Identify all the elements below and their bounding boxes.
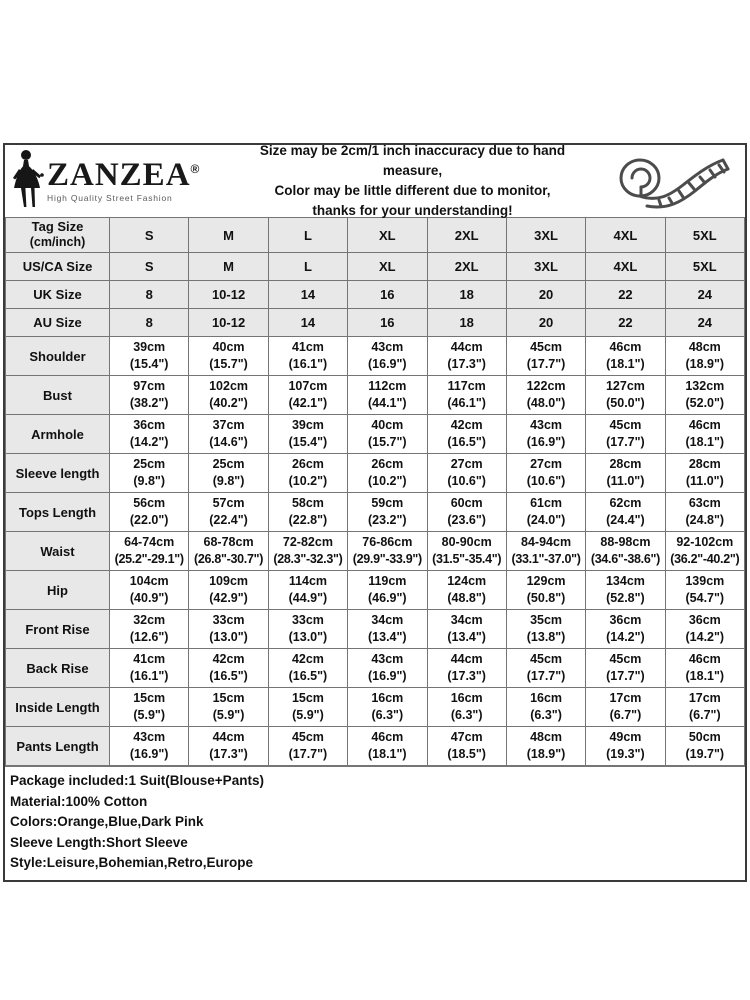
table-cell: 10-12: [189, 309, 268, 337]
table-cell: 41cm (16.1"): [110, 649, 189, 688]
table-cell: 15cm (5.9"): [268, 688, 347, 727]
table-cell: 117cm (46.1"): [427, 376, 506, 415]
table-cell: 37cm (14.6"): [189, 415, 268, 454]
size-chart-table: [5, 217, 745, 766]
row-label: US/CA Size: [6, 253, 110, 281]
table-cell: 42cm (16.5"): [268, 649, 347, 688]
table-cell: 43cm (16.9"): [348, 649, 427, 688]
brand-name: ZANZEA: [47, 157, 191, 194]
table-cell: 22: [586, 281, 665, 309]
corner-header: Tag Size (cm/inch): [6, 218, 110, 253]
table-cell: S: [110, 253, 189, 281]
table-cell: 15cm (5.9"): [110, 688, 189, 727]
table-cell: 18: [427, 309, 506, 337]
table-row: [6, 415, 745, 454]
table-cell: 25cm (9.8"): [110, 454, 189, 493]
table-cell: 72-82cm (28.3"-32.3"): [268, 532, 347, 571]
table-cell: 17cm (6.7"): [586, 688, 665, 727]
table-cell: 43cm (16.9"): [110, 727, 189, 766]
table-cell: 40cm (15.7"): [348, 415, 427, 454]
table-cell: 46cm (18.1"): [665, 415, 744, 454]
table-header-row: [6, 218, 745, 253]
table-cell: 132cm (52.0"): [665, 376, 744, 415]
table-cell: 15cm (5.9"): [189, 688, 268, 727]
table-row: [6, 253, 745, 281]
table-cell: 14: [268, 309, 347, 337]
table-cell: 14: [268, 281, 347, 309]
table-cell: 36cm (14.2"): [110, 415, 189, 454]
table-cell: 63cm (24.8"): [665, 493, 744, 532]
table-row: [6, 610, 745, 649]
table-cell: 28cm (11.0"): [665, 454, 744, 493]
table-cell: 62cm (24.4"): [586, 493, 665, 532]
table-cell: 43cm (16.9"): [506, 415, 585, 454]
table-cell: 64-74cm (25.2"-29.1"): [110, 532, 189, 571]
table-cell: 33cm (13.0"): [189, 610, 268, 649]
table-cell: 35cm (13.8"): [506, 610, 585, 649]
table-cell: 122cm (48.0"): [506, 376, 585, 415]
table-cell: 68-78cm (26.8"-30.7"): [189, 532, 268, 571]
table-cell: 45cm (17.7"): [268, 727, 347, 766]
table-cell: 25cm (9.8"): [189, 454, 268, 493]
table-cell: 32cm (12.6"): [110, 610, 189, 649]
style-line: Style:Leisure,Bohemian,Retro,Europe: [10, 855, 254, 870]
table-cell: 47cm (18.5"): [427, 727, 506, 766]
table-cell: 26cm (10.2"): [268, 454, 347, 493]
table-cell: 124cm (48.8"): [427, 571, 506, 610]
table-cell: XL: [348, 253, 427, 281]
disclaimer-line-3: thanks for your understanding!: [312, 203, 513, 218]
table-row: [6, 649, 745, 688]
table-cell: 10-12: [189, 281, 268, 309]
table-cell: 45cm (17.7"): [506, 337, 585, 376]
table-cell: 16cm (6.3"): [427, 688, 506, 727]
table-cell: 97cm (38.2"): [110, 376, 189, 415]
table-cell: 39cm (15.4"): [268, 415, 347, 454]
table-cell: 102cm (40.2"): [189, 376, 268, 415]
row-label: Inside Length: [6, 688, 110, 727]
column-header: L: [268, 218, 347, 253]
table-cell: 127cm (50.0"): [586, 376, 665, 415]
row-label: Sleeve length: [6, 454, 110, 493]
table-cell: 46cm (18.1"): [586, 337, 665, 376]
column-header: 3XL: [506, 218, 585, 253]
table-cell: 88-98cm (34.6"-38.6"): [586, 532, 665, 571]
column-header: XL: [348, 218, 427, 253]
table-cell: 20: [506, 281, 585, 309]
table-row: [6, 376, 745, 415]
row-label: Bust: [6, 376, 110, 415]
row-label: Pants Length: [6, 727, 110, 766]
table-cell: 16cm (6.3"): [348, 688, 427, 727]
row-label: Tops Length: [6, 493, 110, 532]
table-cell: 50cm (19.7"): [665, 727, 744, 766]
disclaimer-line-2: Color may be little different due to monitor,: [274, 183, 551, 198]
table-cell: 39cm (15.4"): [110, 337, 189, 376]
table-cell: 24: [665, 281, 744, 309]
table-cell: 34cm (13.4"): [427, 610, 506, 649]
measuring-tape-icon: [595, 150, 745, 212]
column-header: M: [189, 218, 268, 253]
sleeve-length-line: Sleeve Length:Short Sleeve: [10, 834, 188, 850]
table-cell: 119cm (46.9"): [348, 571, 427, 610]
table-cell: 34cm (13.4"): [348, 610, 427, 649]
table-cell: 107cm (42.1"): [268, 376, 347, 415]
table-row: [6, 532, 745, 571]
header-band: [5, 145, 745, 217]
table-cell: L: [268, 253, 347, 281]
table-cell: 41cm (16.1"): [268, 337, 347, 376]
table-cell: 40cm (15.7"): [189, 337, 268, 376]
table-cell: 27cm (10.6"): [506, 454, 585, 493]
table-cell: 134cm (52.8"): [586, 571, 665, 610]
package-included-line: Package included:1 Suit(Blouse+Pants): [10, 773, 264, 788]
table-row: [6, 281, 745, 309]
table-cell: 36cm (14.2"): [586, 610, 665, 649]
column-header: 2XL: [427, 218, 506, 253]
table-row: [6, 727, 745, 766]
table-cell: 46cm (18.1"): [348, 727, 427, 766]
table-cell: 28cm (11.0"): [586, 454, 665, 493]
table-row: [6, 571, 745, 610]
table-cell: 16: [348, 309, 427, 337]
table-cell: 16: [348, 281, 427, 309]
table-cell: 45cm (17.7"): [506, 649, 585, 688]
table-cell: 84-94cm (33.1"-37.0"): [506, 532, 585, 571]
table-cell: 139cm (54.7"): [665, 571, 744, 610]
table-cell: 20: [506, 309, 585, 337]
table-cell: 76-86cm (29.9"-33.9"): [348, 532, 427, 571]
table-cell: 57cm (22.4"): [189, 493, 268, 532]
table-cell: 56cm (22.0"): [110, 493, 189, 532]
size-chart-sheet: [3, 143, 747, 882]
table-cell: 49cm (19.3"): [586, 727, 665, 766]
row-label: Waist: [6, 532, 110, 571]
table-cell: 36cm (14.2"): [665, 610, 744, 649]
table-cell: 44cm (17.3"): [427, 649, 506, 688]
table-cell: 59cm (23.2"): [348, 493, 427, 532]
table-cell: 129cm (50.8"): [506, 571, 585, 610]
colors-line: Colors:Orange,Blue,Dark Pink: [10, 814, 204, 829]
table-cell: 5XL: [665, 253, 744, 281]
table-cell: 43cm (16.9"): [348, 337, 427, 376]
material-line: Material:100% Cotton: [10, 793, 148, 809]
row-label: Back Rise: [6, 649, 110, 688]
table-cell: 80-90cm (31.5"-35.4"): [427, 532, 506, 571]
table-cell: 61cm (24.0"): [506, 493, 585, 532]
table-cell: 109cm (42.9"): [189, 571, 268, 610]
table-cell: 48cm (18.9"): [665, 337, 744, 376]
table-cell: 44cm (17.3"): [427, 337, 506, 376]
table-cell: 4XL: [586, 253, 665, 281]
table-cell: 58cm (22.8"): [268, 493, 347, 532]
table-cell: 60cm (23.6"): [427, 493, 506, 532]
table-cell: 33cm (13.0"): [268, 610, 347, 649]
column-header: S: [110, 218, 189, 253]
table-cell: 18: [427, 281, 506, 309]
product-details: [5, 766, 745, 880]
brand-logo: [5, 149, 230, 214]
table-cell: 44cm (17.3"): [189, 727, 268, 766]
table-cell: 92-102cm (36.2"-40.2"): [665, 532, 744, 571]
table-cell: 26cm (10.2"): [348, 454, 427, 493]
table-row: [6, 454, 745, 493]
disclaimer-line-1: Size may be 2cm/1 inch inaccuracy due to hand measure,: [259, 143, 566, 178]
table-row: [6, 688, 745, 727]
table-cell: 2XL: [427, 253, 506, 281]
row-label: Hip: [6, 571, 110, 610]
table-cell: 3XL: [506, 253, 585, 281]
table-cell: 16cm (6.3"): [506, 688, 585, 727]
table-cell: 8: [110, 309, 189, 337]
brand-wordmark: [47, 159, 200, 203]
table-cell: 112cm (44.1"): [348, 376, 427, 415]
size-disclaimer: [230, 141, 595, 221]
table-cell: 104cm (40.9"): [110, 571, 189, 610]
table-cell: 8: [110, 281, 189, 309]
table-cell: 27cm (10.6"): [427, 454, 506, 493]
table-cell: 114cm (44.9"): [268, 571, 347, 610]
table-cell: M: [189, 253, 268, 281]
row-label: UK Size: [6, 281, 110, 309]
column-header: 5XL: [665, 218, 744, 253]
table-row: [6, 309, 745, 337]
row-label: Front Rise: [6, 610, 110, 649]
table-cell: 24: [665, 309, 744, 337]
table-cell: 48cm (18.9"): [506, 727, 585, 766]
row-label: AU Size: [6, 309, 110, 337]
table-cell: 42cm (16.5"): [427, 415, 506, 454]
woman-silhouette-icon: [13, 149, 45, 214]
column-header: 4XL: [586, 218, 665, 253]
registered-mark: ®: [190, 162, 201, 177]
table-row: [6, 493, 745, 532]
row-label: Armhole: [6, 415, 110, 454]
brand-tagline: High Quality Street Fashion: [47, 193, 173, 204]
row-label: Shoulder: [6, 337, 110, 376]
table-cell: 22: [586, 309, 665, 337]
table-cell: 42cm (16.5"): [189, 649, 268, 688]
table-cell: 17cm (6.7"): [665, 688, 744, 727]
table-cell: 46cm (18.1"): [665, 649, 744, 688]
table-cell: 45cm (17.7"): [586, 649, 665, 688]
table-row: [6, 337, 745, 376]
table-cell: 45cm (17.7"): [586, 415, 665, 454]
